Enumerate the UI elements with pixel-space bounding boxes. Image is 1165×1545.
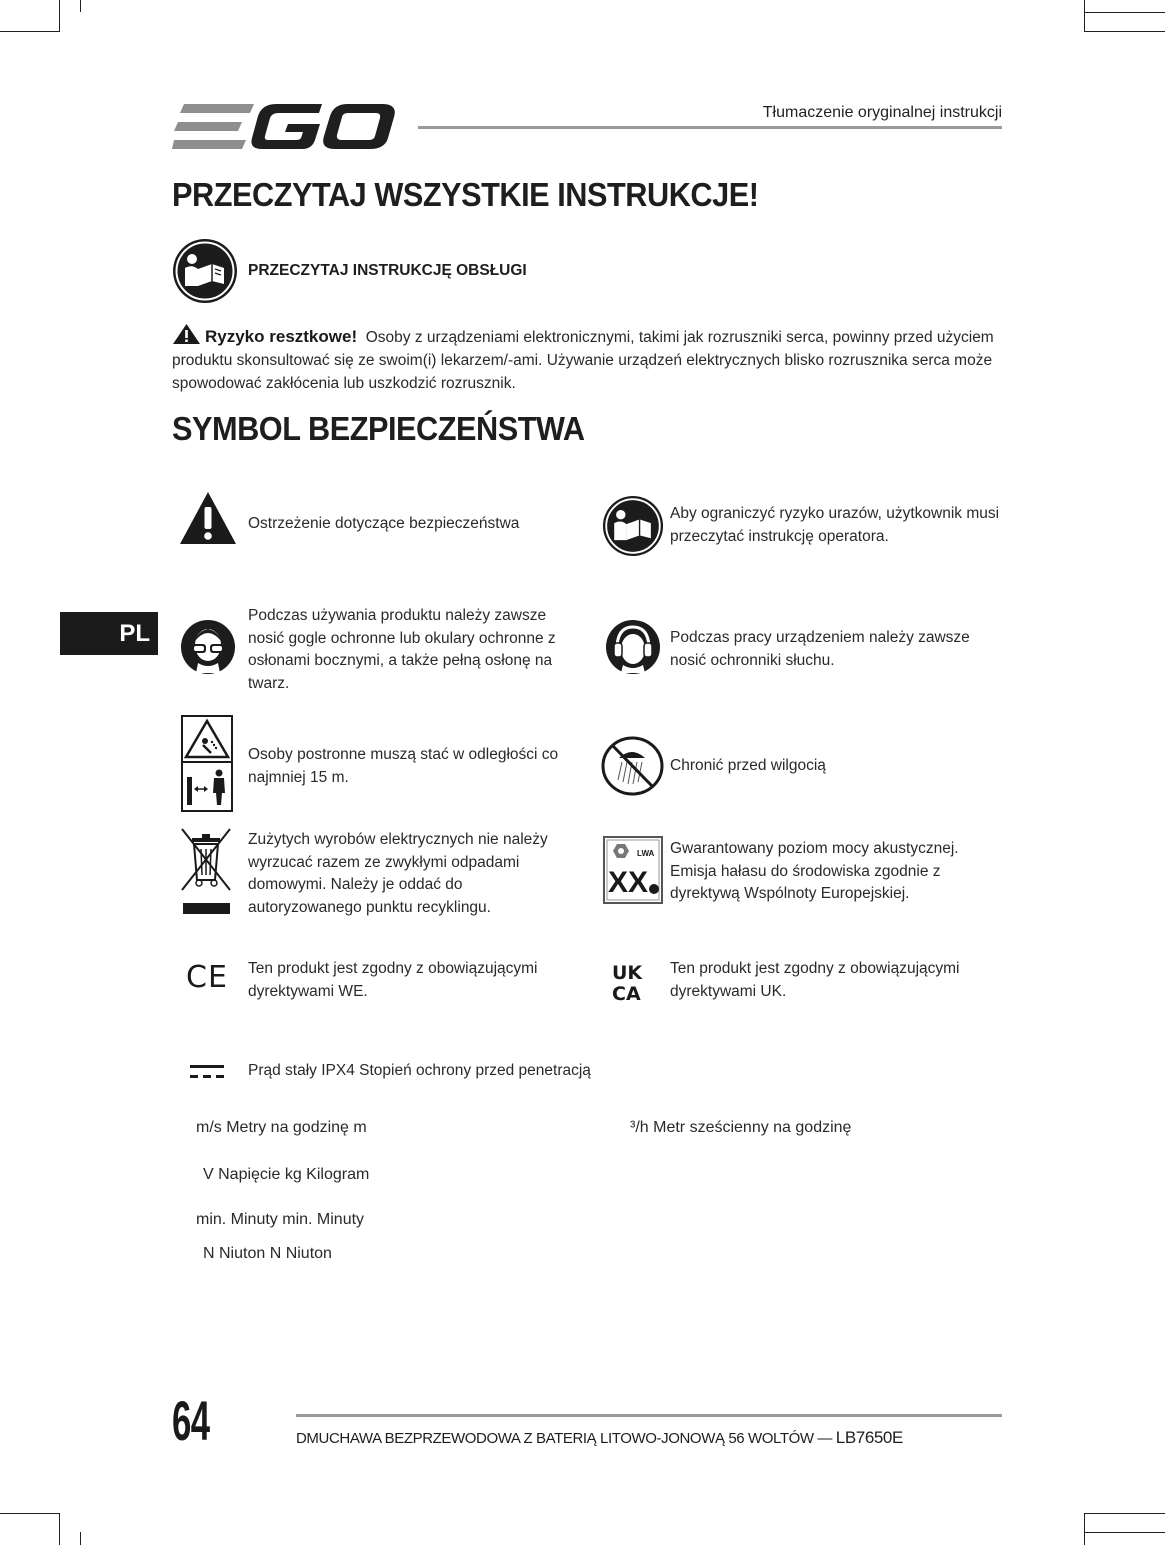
ukca-ca-label: CA [612, 983, 641, 1002]
header-subtitle: Tłumaczenie oryginalnej instrukcji [762, 104, 1002, 121]
read-operator-icon [602, 495, 664, 557]
crop-mark [0, 1513, 60, 1514]
warning-triangle-icon [178, 490, 238, 546]
ukca-text: Ten produkt jest zgodny z obowiązującymi dyrektywami UK. [670, 960, 960, 1000]
eye-protection-text: Podczas używania produktu należy zawsze nosić gogle ochronne lub okulary ochronne z osłonami bocznymi, a także pełną osłonę na twarz. [248, 607, 556, 692]
warning-text: Ostrzeżenie dotyczące bezpieczeństwa [248, 515, 520, 532]
sound-value-label: XX [608, 866, 649, 899]
footer-product-name: DMUCHAWA BEZPRZEWODOWA Z BATERIĄ LITOWO-JONOWĄ 56 WOLTÓW — [296, 1430, 832, 1447]
unit-v-kg: V Napięcie kg Kilogram [203, 1166, 370, 1183]
read-manual-label: PRZECZYTAJ INSTRUKCJĘ OBSŁUGI [248, 262, 527, 279]
crop-mark [1084, 31, 1165, 32]
language-tab: PL [60, 612, 158, 655]
moisture-text: Chronić przed wilgocią [670, 757, 826, 774]
moisture-icon [601, 736, 664, 796]
crop-mark [59, 0, 60, 32]
unit-m3h: ³/h Metr sześcienny na godzinę [630, 1119, 852, 1136]
weee-bin-icon [178, 826, 234, 916]
unit-n: N Niuton N Niuton [203, 1245, 332, 1262]
ear-protection-icon [605, 619, 661, 675]
crop-mark [0, 31, 60, 32]
read-operator-text: Aby ograniczyć ryzyko urazów, użytkownik musi przeczytać instrukcję operatora. [670, 505, 1000, 545]
dc-current-icon [190, 1064, 224, 1080]
footer-model: LB7650E [835, 1428, 903, 1447]
symbols-heading: SYMBOL BEZPIECZEŃSTWA [172, 410, 585, 447]
ce-text: Ten produkt jest zgodny z obowiązującymi dyrektywami WE. [248, 960, 538, 1000]
crop-mark [1084, 1513, 1165, 1514]
ear-protection-text: Podczas pracy urządzeniem należy zawsze nosić ochronniki słuchu. [670, 629, 970, 669]
crop-mark [1084, 1513, 1085, 1545]
residual-risk-label: Ryzyko resztkowe! [205, 327, 358, 346]
small-warning-icon [172, 323, 201, 345]
crop-mark [59, 1513, 60, 1545]
unit-ms: m/s Metry na godzinę m [196, 1119, 367, 1136]
page-number: 64 [172, 1389, 210, 1452]
dc-text: Prąd stały IPX4 Stopień ochrony przed penetracją [248, 1062, 591, 1079]
residual-risk-text: Osoby z urządzeniami elektronicznymi, takimi jak rozruszniki serca, powinny przed użyciem produktu skonsultować się ze swoim(i) lekarzem/-ami. Używanie urządzeń elektrycznych blisko rozrusznika serca może spowodować zakłócenia lub uszkodzić rozrusznik. [172, 329, 994, 392]
footer-product [296, 1428, 903, 1448]
crop-mark [1084, 12, 1165, 13]
crop-mark [80, 1532, 81, 1545]
ukca-mark-icon [612, 962, 654, 1002]
ce-mark-label: CE [186, 960, 228, 993]
ukca-uk-label: UK [612, 962, 643, 984]
ego-logo [172, 100, 397, 155]
read-manual-icon [172, 238, 238, 304]
bystanders-text: Osoby postronne muszą stać w odległości co najmniej 15 m. [248, 746, 559, 786]
unit-min: min. Minuty min. Minuty [196, 1211, 365, 1228]
bystanders-icon [181, 715, 233, 812]
ce-mark-icon [186, 959, 228, 993]
sound-power-icon [603, 836, 663, 904]
crop-mark [1084, 1532, 1165, 1533]
header-rule [418, 126, 1002, 129]
weee-text: Zużytych wyrobów elektrycznych nie należy wyrzucać razem ze zwykłymi odpadami domowymi. Należy je oddać do autoryzowanego punktu recyklingu. [248, 831, 548, 916]
sound-power-text: Gwarantowany poziom mocy akustycznej. Emisja hałasu do środowiska zgodnie z dyrektywą Wspólnoty Europejskiej. [670, 840, 959, 902]
crop-mark [1084, 0, 1085, 32]
main-heading: PRZECZYTAJ WSZYSTKIE INSTRUKCJE! [172, 176, 759, 213]
residual-risk-paragraph [172, 323, 1002, 395]
eye-protection-icon [180, 619, 236, 675]
sound-unit-label: LWA [637, 849, 655, 858]
footer-rule [296, 1414, 1002, 1417]
crop-mark [80, 0, 81, 12]
